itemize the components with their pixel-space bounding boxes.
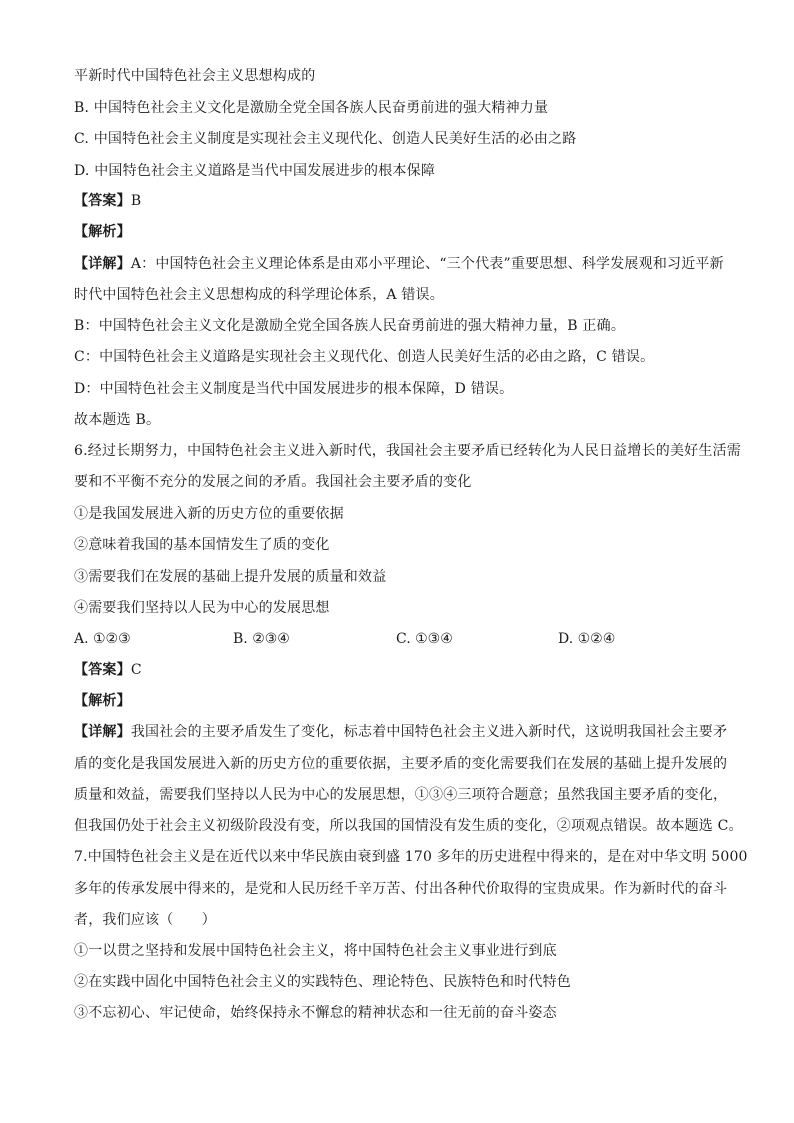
q5-option-c: C. 中国特色社会主义制度是实现社会主义现代化、创造人民美好生活的必由之路 bbox=[74, 131, 577, 147]
q5-option-b: B. 中国特色社会主义文化是激励全党全国各族人民奋勇前进的强大精神力量 bbox=[74, 100, 549, 116]
q7-stem-line: 7.中国特色社会主义是在近代以来中华民族由衰到盛 170 多年的历史进程中得来的，是在对中华文明 5000 bbox=[74, 849, 748, 865]
q5-answer-label: 【答案】 bbox=[74, 193, 131, 209]
q6-statement: ②意味着我国的基本国情发生了质的变化 bbox=[74, 537, 330, 553]
q7-statement: ①一以贯之坚持和发展中国特色社会主义，将中国特色社会主义事业进行到底 bbox=[74, 943, 557, 959]
q6-answer-label: 【答案】 bbox=[74, 662, 131, 678]
q5-answer-value: B bbox=[130, 193, 142, 209]
q5-detail-line: 时代中国特色社会主义思想构成的科学理论体系，A 错误。 bbox=[74, 287, 444, 303]
q5-conclusion: 故本题选 B。 bbox=[74, 412, 161, 428]
q6-detail-line: 盾的变化是我国发展进入新的历史方位的重要依据，主要矛盾的变化需要我们在发展的基础上提升发展的 bbox=[74, 756, 728, 772]
q6-detail-line: 但我国仍处于社会主义初级阶段没有变，所以我国的国情没有发生质的变化，②项观点错误。故本题选 C。 bbox=[74, 818, 743, 834]
q6-stem-line: 6.经过长期努力，中国特色社会主义进入新时代，我国社会主要矛盾已经转化为人民日益增长的美好生活需 bbox=[74, 443, 741, 459]
q6-choice-d: D. ①②④ bbox=[558, 631, 616, 647]
q6-choice-b: B. ②③④ bbox=[233, 631, 290, 647]
q5-detail-text: A：中国特色社会主义理论体系是由邓小平理论、“三个代表”重要思想、科学发展观和习近平新 bbox=[130, 256, 724, 272]
q6-choice-a: A. ①②③ bbox=[74, 631, 131, 647]
q6-analysis-label: 【解析】 bbox=[74, 693, 131, 709]
q5-detail-line: D：中国特色社会主义制度是当代中国发展进步的根本保障，D 错误。 bbox=[74, 381, 514, 397]
q6-detail-line: 质量和效益，需要我们坚持以人民为中心的发展思想，①③④三项符合题意；虽然我国主要矛盾的变化， bbox=[74, 787, 728, 803]
q6-answer bbox=[74, 660, 142, 680]
q7-statement: ③不忘初心、牢记使命，始终保持永不懈怠的精神状态和一往无前的奋斗姿态 bbox=[74, 1005, 557, 1021]
q5-analysis-label: 【解析】 bbox=[74, 224, 131, 240]
q7-stem-line: 者，我们应该（ ） bbox=[74, 912, 216, 928]
q6-choice-c: C. ①③④ bbox=[396, 631, 453, 647]
q5-option-d: D. 中国特色社会主义道路是当代中国发展进步的根本保障 bbox=[74, 163, 436, 179]
q6-answer-value: C bbox=[130, 662, 142, 678]
q6-detail-label: 【详解】 bbox=[74, 724, 131, 740]
question-5-stem-continuation: 平新时代中国特色社会主义思想构成的 bbox=[74, 68, 316, 84]
q6-statement: ③需要我们在发展的基础上提升发展的质量和效益 bbox=[74, 569, 387, 585]
q7-stem-line: 多年的传承发展中得来的，是党和人民历经千辛万苦、付出各种代价取得的宝贵成果。作为新时代的奋斗 bbox=[74, 881, 728, 897]
q5-detail-label: 【详解】 bbox=[74, 256, 131, 272]
q7-statement: ②在实践中固化中国特色社会主义的实践特色、理论特色、民族特色和时代特色 bbox=[74, 974, 571, 990]
q6-stem-line: 要和不平衡不充分的发展之间的矛盾。我国社会主要矛盾的变化 bbox=[74, 474, 472, 490]
q6-detail-text: 我国社会的主要矛盾发生了变化，标志着中国特色社会主义进入新时代，这说明我国社会主要矛 bbox=[130, 724, 728, 740]
q5-detail-line bbox=[74, 254, 724, 274]
q6-statement: ④需要我们坚持以人民为中心的发展思想 bbox=[74, 600, 330, 616]
q6-detail-line bbox=[74, 722, 727, 742]
q5-answer bbox=[74, 191, 141, 211]
q5-detail-line: C：中国特色社会主义道路是实现社会主义现代化、创造人民美好生活的必由之路，C 错误。 bbox=[74, 349, 655, 365]
q5-detail-line: B：中国特色社会主义文化是激励全党全国各族人民奋勇前进的强大精神力量，B 正确。 bbox=[74, 318, 626, 334]
q6-statement: ①是我国发展进入新的历史方位的重要依据 bbox=[74, 506, 344, 522]
